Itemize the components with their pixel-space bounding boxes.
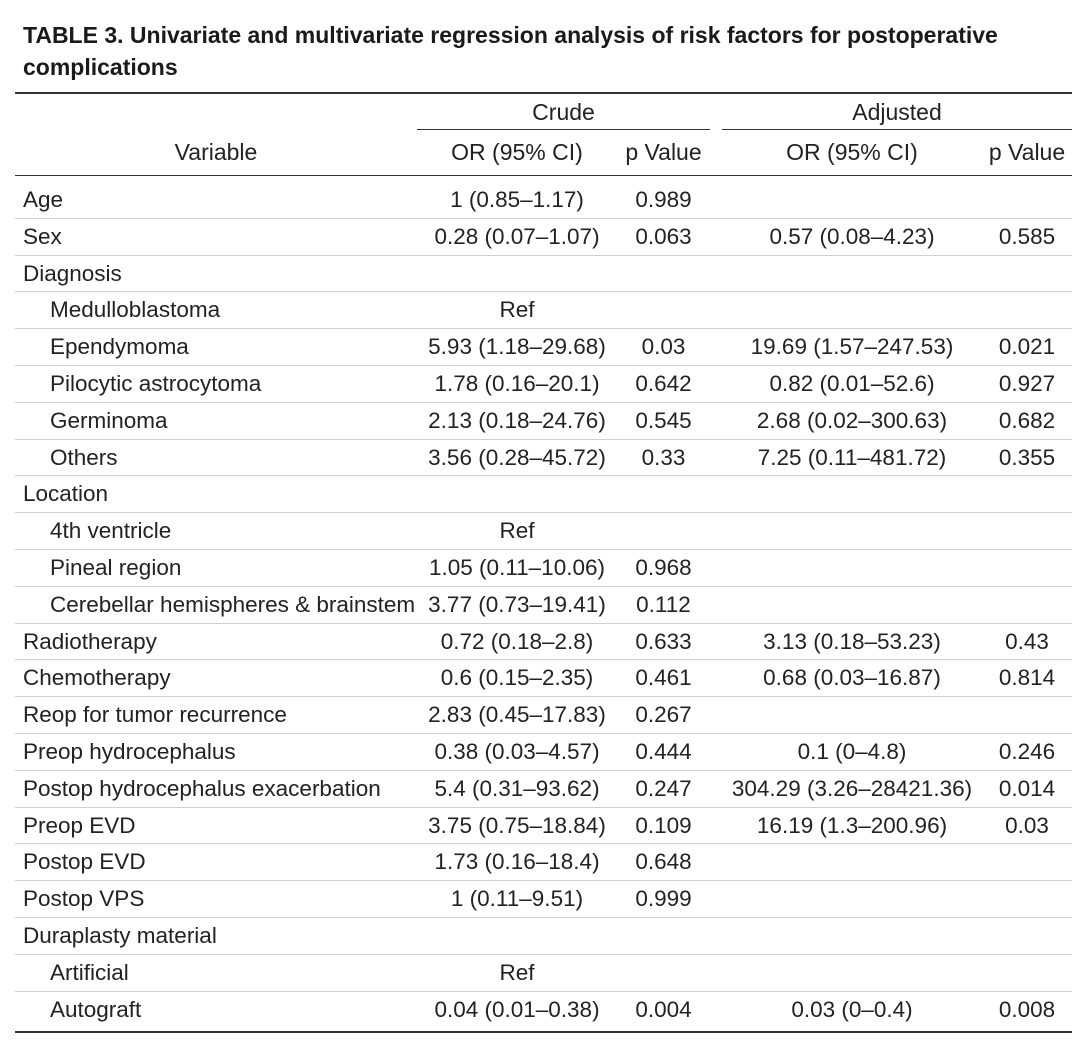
cell-variable: Ependymoma	[50, 334, 189, 360]
cell-adjusted-p	[982, 918, 1072, 954]
header-variable: Variable	[174, 139, 258, 165]
cell-adjusted-p: 0.355	[998, 444, 1056, 470]
cell-crude-p: 0.03	[641, 334, 686, 360]
cell-crude-p	[617, 476, 710, 512]
cell-crude-or: 5.93 (1.18–29.68)	[428, 334, 606, 360]
cell-adjusted-or: 16.19 (1.3–200.96)	[756, 812, 948, 838]
cell-crude-or: Ref	[499, 297, 535, 323]
cell-adjusted-or: 19.69 (1.57–247.53)	[750, 334, 954, 360]
cell-adjusted-p: 0.814	[998, 665, 1056, 691]
cell-adjusted-p	[982, 513, 1072, 549]
cell-crude-or: 3.77 (0.73–19.41)	[428, 591, 606, 617]
cell-crude-p	[617, 292, 710, 328]
cell-crude-or: 0.6 (0.15–2.35)	[440, 665, 594, 691]
cell-crude-p: 0.063	[635, 223, 692, 249]
cell-crude-p: 0.461	[635, 665, 692, 691]
cell-crude-p: 0.267	[635, 702, 692, 728]
cell-variable: Age	[23, 187, 64, 212]
cell-adjusted-or: 0.68 (0.03–16.87)	[763, 665, 941, 691]
cell-variable: Location	[23, 481, 109, 507]
cell-adjusted-or: 7.25 (0.11–481.72)	[757, 444, 947, 470]
cell-crude-p: 0.545	[635, 407, 692, 433]
cell-adjusted-p: 0.43	[1005, 628, 1049, 654]
cell-crude-p: 0.648	[635, 849, 692, 875]
cell-adjusted-p: 0.021	[998, 334, 1056, 360]
cell-variable: Sex	[23, 223, 62, 249]
cell-adjusted-or	[722, 292, 982, 328]
cell-variable: Pilocytic astrocytoma	[50, 371, 262, 396]
cell-crude-p: 0.33	[641, 444, 686, 470]
cell-adjusted-or: 304.29 (3.26–28421.36)	[731, 775, 973, 801]
cell-variable: Chemotherapy	[23, 665, 171, 691]
header-crude-or: OR (95% CI)	[451, 139, 583, 165]
cell-variable: Preop hydrocephalus	[23, 739, 236, 764]
cell-adjusted-p: 0.246	[998, 739, 1056, 764]
cell-adjusted-p	[982, 587, 1072, 623]
cell-variable: Germinoma	[50, 407, 168, 433]
cell-crude-p	[617, 513, 710, 549]
cell-crude-p: 0.112	[636, 591, 691, 617]
cell-adjusted-p	[982, 182, 1072, 218]
cell-crude-or	[417, 918, 617, 954]
cell-crude-or: 1 (0.85–1.17)	[450, 187, 584, 212]
header-adjusted-or: OR (95% CI)	[786, 139, 918, 165]
cell-crude-or	[417, 476, 617, 512]
cell-adjusted-or	[722, 587, 982, 623]
cell-crude-or: 1.05 (0.11–10.06)	[429, 555, 605, 580]
cell-crude-p: 0.004	[635, 996, 692, 1022]
cell-crude-p: 0.633	[635, 628, 692, 654]
cell-crude-p: 0.968	[635, 555, 692, 580]
cell-crude-p: 0.109	[635, 812, 692, 838]
cell-crude-or: 0.38 (0.03–4.57)	[434, 739, 600, 764]
cell-adjusted-or	[722, 256, 982, 292]
cell-adjusted-or	[722, 844, 982, 880]
cell-adjusted-or: 0.57 (0.08–4.23)	[769, 223, 935, 249]
cell-adjusted-or: 0.03 (0–0.4)	[791, 996, 913, 1022]
cell-crude-or	[417, 256, 617, 292]
cell-crude-or: 2.83 (0.45–17.83)	[428, 702, 606, 728]
cell-variable: Cerebellar hemispheres & brainstem	[50, 591, 416, 617]
cell-adjusted-or	[722, 476, 982, 512]
cell-variable: Preop EVD	[23, 812, 136, 838]
cell-crude-or: Ref	[499, 959, 535, 985]
cell-adjusted-p	[982, 550, 1072, 586]
cell-crude-or: 3.75 (0.75–18.84)	[428, 812, 606, 838]
cell-crude-p	[617, 256, 710, 292]
cell-variable: Postop VPS	[23, 886, 145, 912]
cell-adjusted-p	[982, 292, 1072, 328]
cell-variable: Postop hydrocephalus exacerbation	[23, 775, 381, 801]
cell-adjusted-or: 0.82 (0.01–52.6)	[769, 371, 935, 396]
cell-variable: Pineal region	[50, 555, 182, 580]
header-rule	[15, 175, 1072, 176]
cell-adjusted-or: 3.13 (0.18–53.23)	[763, 628, 941, 654]
cell-adjusted-p	[982, 256, 1072, 292]
crude-group-rule	[417, 129, 710, 130]
cell-variable: Medulloblastoma	[50, 297, 221, 323]
cell-variable: Others	[50, 444, 118, 470]
cell-crude-or: 1 (0.11–9.51)	[450, 886, 584, 912]
cell-crude-p: 0.247	[635, 775, 692, 801]
cell-adjusted-or	[722, 881, 982, 917]
cell-adjusted-or	[722, 182, 982, 218]
cell-adjusted-p: 0.682	[998, 407, 1056, 433]
header-crude-p: p Value	[625, 139, 702, 165]
cell-adjusted-or	[722, 918, 982, 954]
table-title: TABLE 3. Univariate and multivariate regression analysis of risk factors for postoperative complications	[23, 22, 998, 80]
cell-adjusted-or	[722, 550, 982, 586]
cell-crude-or: 0.28 (0.07–1.07)	[434, 223, 600, 249]
cell-crude-p: 0.989	[635, 187, 692, 212]
header-crude: Crude	[532, 99, 595, 125]
cell-adjusted-or	[722, 513, 982, 549]
cell-crude-or: Ref	[499, 518, 535, 544]
cell-variable: Autograft	[50, 996, 142, 1022]
cell-variable: Reop for tumor recurrence	[23, 702, 287, 728]
cell-adjusted-p	[982, 881, 1072, 917]
cell-variable: Duraplasty material	[23, 923, 217, 948]
cell-adjusted-or: 2.68 (0.02–300.63)	[756, 407, 948, 433]
cell-variable: 4th ventricle	[50, 518, 172, 544]
cell-crude-or: 1.73 (0.16–18.4)	[434, 849, 600, 875]
cell-crude-or: 2.13 (0.18–24.76)	[428, 407, 606, 433]
adjusted-group-rule	[722, 129, 1072, 130]
cell-adjusted-p: 0.927	[998, 371, 1056, 396]
cell-adjusted-p: 0.008	[998, 996, 1056, 1022]
cell-adjusted-or	[722, 697, 982, 733]
cell-crude-or: 3.56 (0.28–45.72)	[428, 444, 606, 470]
cell-crude-or: 5.4 (0.31–93.62)	[434, 775, 600, 801]
cell-crude-or: 1.78 (0.16–20.1)	[434, 371, 600, 396]
cell-variable: Postop EVD	[23, 849, 146, 875]
cell-adjusted-p: 0.585	[998, 223, 1056, 249]
cell-variable: Artificial	[50, 959, 129, 985]
cell-adjusted-or: 0.1 (0–4.8)	[797, 739, 907, 764]
cell-crude-p	[617, 918, 710, 954]
cell-adjusted-p	[982, 476, 1072, 512]
cell-adjusted-p	[982, 697, 1072, 733]
cell-crude-p	[617, 955, 710, 991]
cell-crude-or: 0.04 (0.01–0.38)	[434, 996, 600, 1022]
cell-adjusted-p	[982, 844, 1072, 880]
cell-adjusted-p	[982, 955, 1072, 991]
bottom-rule	[15, 1031, 1072, 1033]
cell-crude-p: 0.999	[635, 886, 692, 912]
header-adjusted: Adjusted	[852, 99, 942, 125]
cell-variable: Radiotherapy	[23, 628, 157, 654]
cell-crude-or: 0.72 (0.18–2.8)	[440, 628, 594, 654]
cell-adjusted-or	[722, 955, 982, 991]
cell-adjusted-p: 0.014	[998, 775, 1056, 801]
header-adjusted-p: p Value	[988, 139, 1066, 165]
cell-adjusted-p: 0.03	[1005, 812, 1049, 838]
cell-crude-p: 0.444	[635, 739, 692, 764]
cell-variable: Diagnosis	[23, 260, 122, 286]
cell-crude-p: 0.642	[635, 371, 692, 396]
